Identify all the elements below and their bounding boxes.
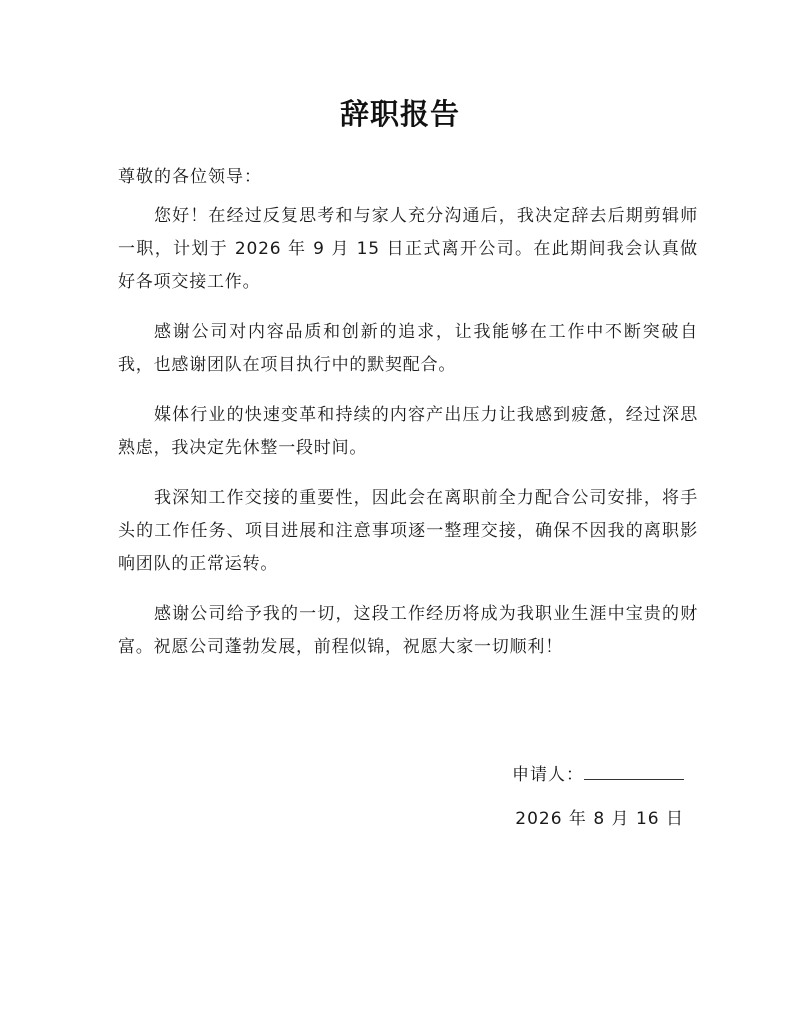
signature-block: [512, 760, 684, 785]
paragraph-2: 感谢公司对内容品质和创新的追求，让我能够在工作中不断突破自我，也感谢团队在项目执行中的默契配合。: [118, 322, 698, 375]
paragraph-1: 您好！在经过反复思考和与家人充分沟通后，我决定辞去后期剪辑师一职，计划于 2026 年 9 月 15 日正式离开公司。在此期间我会认真做好各项交接工作。: [118, 206, 698, 292]
paragraph-4: 我深知工作交接的重要性，因此会在离职前全力配合公司安排，将手头的工作任务、项目进展和注意事项逐一整理交接，确保不因我的离职影响团队的正常运转。: [118, 488, 698, 574]
signature-line: [584, 761, 684, 780]
greeting: 尊敬的各位领导：: [118, 167, 262, 187]
date: 2026 年 8 月 16 日: [515, 809, 684, 829]
applicant-label: 申请人：: [512, 765, 584, 785]
page-title: 辞职报告: [339, 97, 460, 131]
paragraph-3: 媒体行业的快速变革和持续的内容产出压力让我感到疲惫，经过深思熟虑，我决定先休整一段时间。: [118, 405, 698, 458]
paragraph-5: 感谢公司给予我的一切，这段工作经历将成为我职业生涯中宝贵的财富。祝愿公司蓬勃发展，前程似锦，祝愿大家一切顺利！: [118, 604, 698, 657]
letter-body: [118, 200, 698, 681]
